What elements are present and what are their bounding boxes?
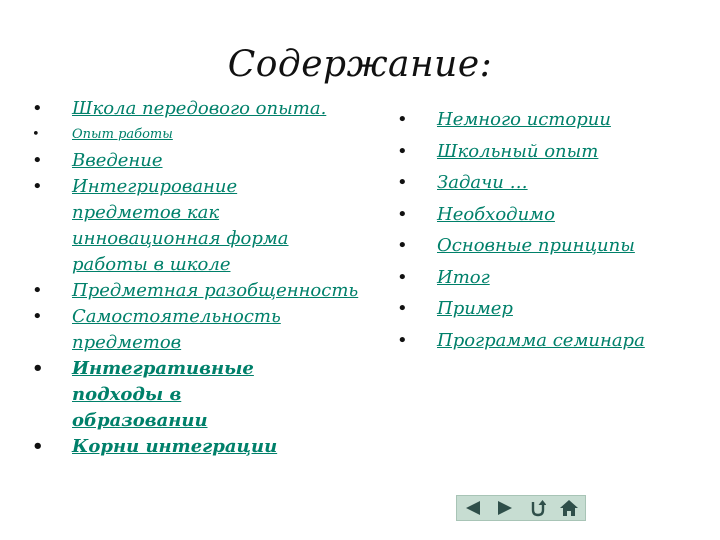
- return-icon: [528, 499, 546, 517]
- return-button[interactable]: [524, 497, 550, 519]
- contents-link-tasks[interactable]: • Задачи …: [397, 167, 717, 199]
- contents-link-disunity[interactable]: • Предметная разобщенность: [32, 278, 362, 304]
- contents-link-school[interactable]: • Школа передового опыта.: [32, 96, 362, 122]
- prev-button[interactable]: [460, 497, 486, 519]
- contents-link-independence[interactable]: • Самостоятельность предметов: [32, 304, 272, 356]
- home-icon: [559, 499, 579, 517]
- left-contents-list: [32, 96, 362, 460]
- contents-link-principles[interactable]: • Основные принципы: [397, 230, 717, 262]
- right-contents-list: [397, 104, 717, 356]
- page-title: Содержание:: [227, 44, 493, 85]
- home-button[interactable]: [556, 497, 582, 519]
- contents-link-integration[interactable]: • Интегрирование предметов как инновационная форма работы в школе: [32, 174, 322, 278]
- next-arrow-icon: [496, 500, 514, 516]
- prev-arrow-icon: [464, 500, 482, 516]
- contents-link-school-experience[interactable]: • Школьный опыт: [397, 136, 717, 168]
- navigation-bar: [456, 495, 586, 521]
- contents-link-roots[interactable]: • Корни интеграции: [32, 434, 362, 460]
- contents-link-seminar-program[interactable]: • Программа семинара: [397, 325, 717, 357]
- contents-link-example[interactable]: • Пример: [397, 293, 717, 325]
- contents-link-history[interactable]: • Немного истории: [397, 104, 717, 136]
- next-button[interactable]: [492, 497, 518, 519]
- contents-link-experience[interactable]: • Опыт работы: [32, 122, 362, 148]
- contents-link-result[interactable]: • Итог: [397, 262, 717, 294]
- contents-link-introduction[interactable]: • Введение: [32, 148, 362, 174]
- contents-link-approaches[interactable]: • Интегративные подходы в образовании: [32, 356, 322, 434]
- contents-link-necessary[interactable]: • Необходимо: [397, 199, 717, 231]
